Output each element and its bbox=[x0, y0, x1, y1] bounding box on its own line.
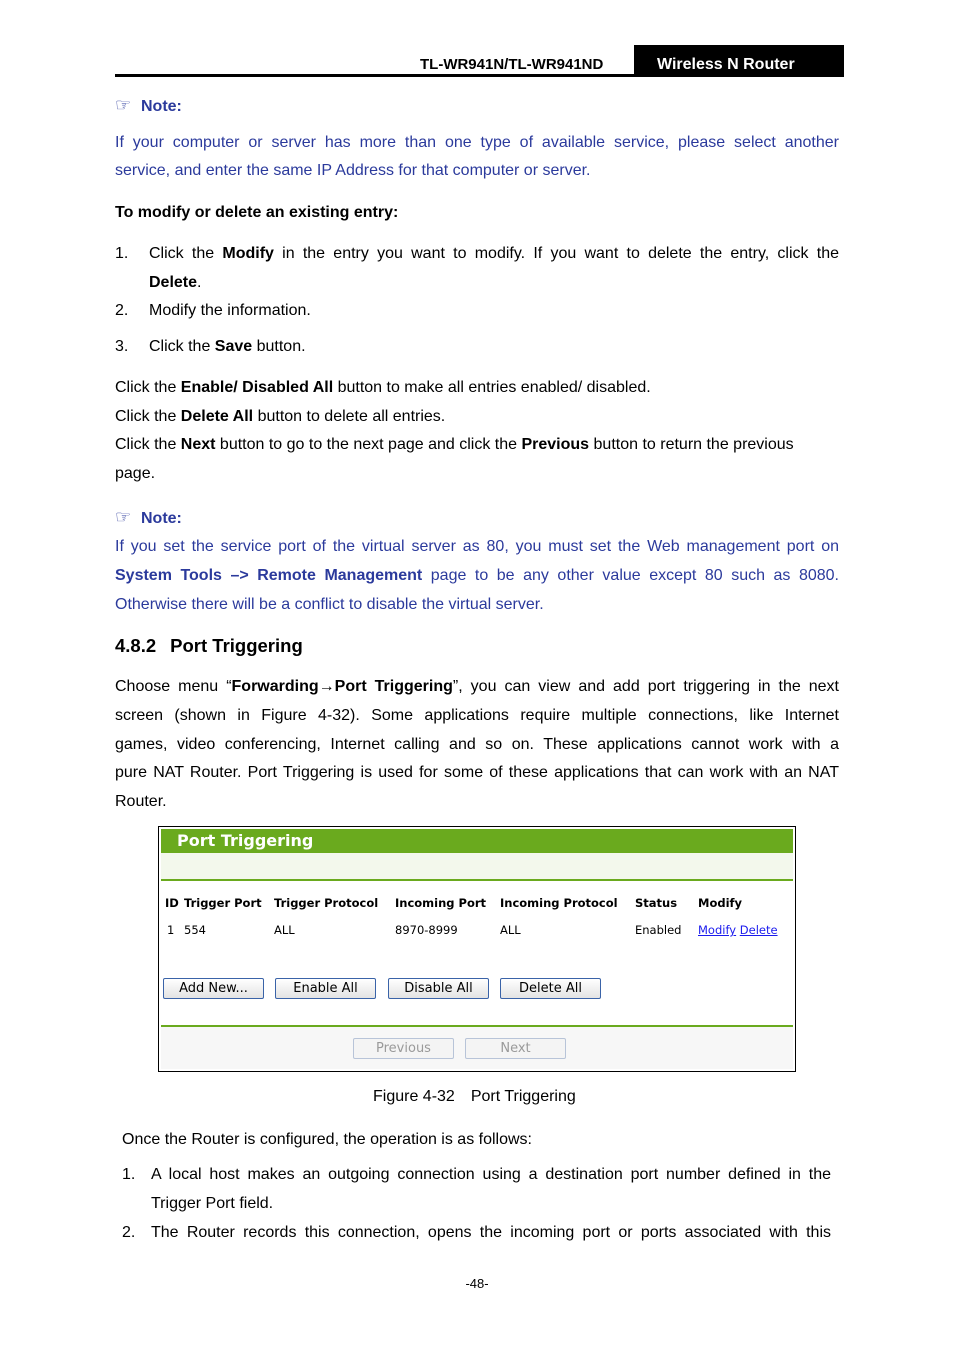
text-run: button. bbox=[252, 338, 306, 355]
text-run: . bbox=[197, 274, 202, 291]
note-line: Otherwise there will be a conflict to disable the virtual server. bbox=[115, 596, 544, 613]
text-run: Click the bbox=[115, 436, 181, 453]
text-bold: Port Triggering bbox=[334, 678, 453, 695]
column-header-modify: Modify bbox=[698, 896, 743, 910]
text-bold: Delete bbox=[149, 274, 198, 291]
text-bold: Save bbox=[214, 338, 253, 355]
column-header-trigger-port: Trigger Port bbox=[184, 896, 262, 910]
text-run: in the entry you want to modify. If you want to delete the entry, click the bbox=[273, 245, 840, 262]
note-line: If you set the service port of the virtual server as 80, you must set the Web management port on bbox=[115, 538, 839, 555]
text-run: Click the bbox=[115, 408, 181, 425]
list-item bbox=[115, 332, 839, 361]
text-bold: Enable/ Disabled All bbox=[180, 379, 334, 396]
cell-incoming-port: 8970-8999 bbox=[395, 923, 458, 937]
list-item bbox=[122, 1218, 831, 1247]
text-run: button to delete all entries. bbox=[253, 408, 446, 425]
column-header-incoming-port: Incoming Port bbox=[395, 896, 487, 910]
paragraph-line bbox=[115, 430, 839, 459]
list-text bbox=[149, 239, 839, 268]
paragraph-line: Router. bbox=[115, 793, 167, 810]
list-number: 2. bbox=[122, 1224, 136, 1241]
subheading: To modify or delete an existing entry: bbox=[115, 204, 399, 221]
text-bold: Next bbox=[180, 436, 216, 453]
paragraph-line bbox=[115, 672, 839, 701]
panel-title: Port Triggering bbox=[161, 829, 793, 853]
paragraph-line: games, video conferencing, Internet calling and so on. These applications cannot work with a bbox=[115, 736, 839, 753]
text-run: page to be any other value except 80 such as 8080. bbox=[422, 567, 839, 584]
text-run: Click the bbox=[149, 245, 223, 262]
list-item bbox=[115, 296, 839, 325]
modify-link[interactable]: Modify bbox=[698, 923, 737, 937]
text-run: button to return the previous bbox=[589, 436, 794, 453]
list-number: 1. bbox=[122, 1166, 136, 1183]
header-rule bbox=[115, 74, 844, 77]
note-label: Note: bbox=[141, 510, 182, 527]
list-item bbox=[115, 239, 839, 297]
section-number: 4.8.2 bbox=[115, 635, 157, 656]
text-run: ”, you can view and add port triggering in the next bbox=[452, 678, 840, 695]
paragraph-line bbox=[115, 373, 839, 402]
text-run: button to go to the next page and click the bbox=[215, 436, 522, 453]
previous-button[interactable]: Previous bbox=[353, 1038, 454, 1059]
port-triggering-screenshot bbox=[158, 826, 796, 1072]
list-text bbox=[149, 332, 839, 361]
text-bold: Forwarding bbox=[231, 678, 319, 695]
row-actions bbox=[698, 923, 778, 937]
pointing-hand-icon: ☞ bbox=[115, 507, 132, 527]
note-heading bbox=[115, 507, 182, 528]
column-header-status: Status bbox=[635, 896, 678, 910]
next-button[interactable]: Next bbox=[465, 1038, 566, 1059]
enable-all-button[interactable]: Enable All bbox=[275, 978, 376, 999]
section-heading bbox=[115, 635, 303, 657]
list-text: A local host makes an outgoing connection using a destination port number defined in the bbox=[151, 1166, 831, 1183]
panel-subheader bbox=[161, 853, 793, 881]
column-header-trigger-protocol: Trigger Protocol bbox=[274, 896, 379, 910]
text-bold: System Tools –> Remote Management bbox=[115, 567, 423, 584]
figure-number: Figure 4-32 bbox=[373, 1088, 455, 1105]
header-product: Wireless N Router bbox=[634, 45, 844, 77]
cell-status: Enabled bbox=[635, 923, 682, 937]
paragraph-line bbox=[115, 402, 839, 431]
column-header-incoming-protocol: Incoming Protocol bbox=[500, 896, 618, 910]
note-line: If your computer or server has more than one type of available service, please select another bbox=[115, 134, 839, 151]
note-line: service, and enter the same IP Address for that computer or server. bbox=[115, 162, 591, 179]
delete-link[interactable]: Delete bbox=[739, 923, 778, 937]
text-run: Click the bbox=[149, 338, 215, 355]
page-number: -48- bbox=[465, 1276, 489, 1291]
text-bold: Modify bbox=[222, 245, 274, 262]
list-text: Trigger Port field. bbox=[151, 1195, 274, 1212]
list-item bbox=[122, 1160, 831, 1218]
figure-caption bbox=[373, 1088, 576, 1106]
cell-incoming-protocol: ALL bbox=[500, 923, 521, 937]
paragraph-line: page. bbox=[115, 465, 156, 482]
note-heading bbox=[115, 95, 182, 116]
text-run: button to make all entries enabled/ disabled. bbox=[333, 379, 651, 396]
disable-all-button[interactable]: Disable All bbox=[388, 978, 489, 999]
list-number: 1. bbox=[115, 245, 129, 262]
list-number: 3. bbox=[115, 338, 129, 355]
text-run: Click the bbox=[115, 379, 181, 396]
add-new-button[interactable]: Add New... bbox=[163, 978, 264, 999]
header-model: TL-WR941N/TL-WR941ND bbox=[420, 56, 604, 73]
text-run: Choose menu “ bbox=[115, 678, 232, 695]
list-text: The Router records this connection, opens the incoming port or ports associated with this bbox=[151, 1224, 831, 1241]
cell-trigger-port: 554 bbox=[184, 923, 206, 937]
delete-all-button[interactable]: Delete All bbox=[500, 978, 601, 999]
list-text bbox=[149, 268, 839, 297]
paragraph-line: Once the Router is configured, the operation is as follows: bbox=[122, 1131, 532, 1148]
column-header-id: ID bbox=[165, 896, 179, 910]
text-bold: Previous bbox=[521, 436, 590, 453]
paragraph-line: screen (shown in Figure 4-32). Some applications require multiple connections, like Internet bbox=[115, 707, 839, 724]
list-number: 2. bbox=[115, 302, 129, 319]
pointing-hand-icon: ☞ bbox=[115, 95, 132, 115]
note-label: Note: bbox=[141, 98, 182, 115]
figure-title: Port Triggering bbox=[470, 1088, 576, 1105]
paragraph-line: pure NAT Router. Port Triggering is used for some of these applications that can work with an NAT bbox=[115, 764, 839, 781]
cell-id: 1 bbox=[167, 923, 175, 937]
list-text: Modify the information. bbox=[149, 302, 311, 319]
note-line bbox=[115, 561, 839, 590]
section-title: Port Triggering bbox=[170, 635, 303, 656]
cell-trigger-protocol: ALL bbox=[274, 923, 295, 937]
text-bold: Delete All bbox=[180, 408, 254, 425]
arrow-icon: → bbox=[318, 678, 335, 695]
